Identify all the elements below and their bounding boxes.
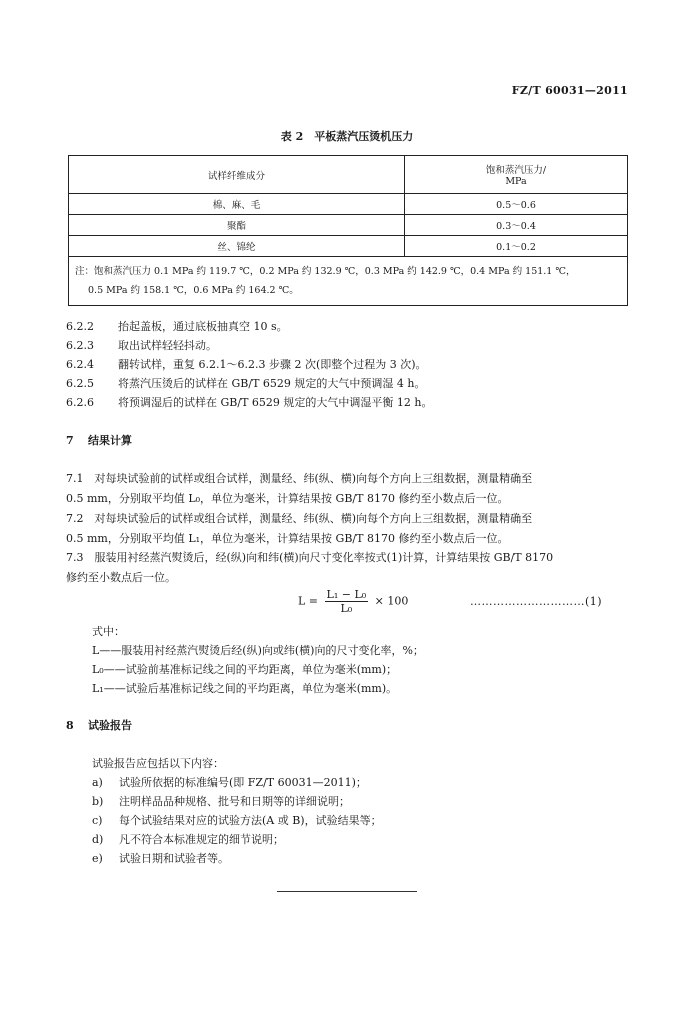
end-rule — [277, 891, 417, 892]
report-item — [92, 850, 229, 866]
table-row — [69, 194, 628, 215]
report-item — [92, 812, 382, 828]
report-item — [92, 793, 350, 809]
item-label: d) — [92, 833, 104, 846]
pressure-header-line1: 饱和蒸汽压力/ — [485, 165, 547, 176]
pressure-header-unit: MPa — [505, 176, 527, 187]
where-item: L——服装用衬经蒸汽熨烫后经(纵)向或纬(横)向的尺寸变化率，%； — [92, 644, 424, 657]
column-header-pressure — [405, 156, 628, 194]
section-8-heading — [66, 717, 132, 733]
item-text: 每个试验结果对应的试验方法(A 或 B)，试验结果等； — [119, 814, 382, 827]
section-title: 试验报告 — [88, 719, 132, 732]
paragraph-7-1-line2: 0.5 mm，分别取平均值 L₀，单位为毫米，计算结果按 GB/T 8170 修约至小数点后一位。 — [66, 492, 509, 505]
formula-fraction — [325, 588, 369, 615]
report-item — [92, 774, 367, 790]
formula-lhs: L = — [298, 594, 319, 608]
pressure-cell: 0.1～0.2 — [405, 236, 628, 257]
step-text: 将预调湿后的试样在 GB/T 6529 规定的大气中调湿平衡 12 h。 — [118, 396, 433, 409]
table-note — [69, 257, 628, 306]
fiber-cell: 丝、锦纶 — [69, 236, 405, 257]
step-number: 6.2.6 — [66, 396, 94, 409]
section-number: 7 — [66, 434, 74, 447]
where-item: L₁——试验后基准标记线之间的平均距离，单位为毫米(mm)。 — [92, 682, 398, 695]
item-text: 试验所依据的标准编号(即 FZ/T 60031—2011)； — [119, 776, 367, 789]
section-number: 8 — [66, 719, 74, 732]
step-text: 翻转试样，重复 6.2.1～6.2.3 步骤 2 次(即整个过程为 3 次)。 — [118, 358, 427, 371]
paragraph-7-2-line1: 7.2 对每块试验后的试样或组合试样，测量经、纬(纵、横)向每个方向上三组数据，测量精确至 — [66, 512, 533, 525]
step-6-2-3 — [66, 337, 217, 353]
table-caption: 表 2 平板蒸汽压烫机压力 — [280, 130, 414, 143]
item-label: b) — [92, 795, 104, 808]
item-text: 试验日期和试验者等。 — [119, 852, 229, 865]
step-number: 6.2.2 — [66, 320, 94, 333]
step-6-2-6 — [66, 394, 432, 410]
formula-numerator: L₁ − L₀ — [326, 588, 367, 601]
step-text: 取出试样轻轻抖动。 — [118, 339, 217, 352]
formula-label: …………………………(1) — [470, 595, 603, 608]
table-row — [69, 215, 628, 236]
formula — [298, 588, 408, 615]
table-note-line1: 注：饱和蒸汽压力 0.1 MPa 约 119.7 ℃，0.2 MPa 约 132.9 ℃，0.3 MPa 约 142.9 ℃，0.4 MPa 约 151.1 ℃， — [75, 266, 576, 277]
formula-denominator: L₀ — [340, 602, 353, 615]
report-item — [92, 831, 284, 847]
pressure-cell: 0.5～0.6 — [405, 194, 628, 215]
pressure-table — [68, 155, 628, 306]
where-item: L₀——试验前基准标记线之间的平均距离，单位为毫米(mm)； — [92, 663, 398, 676]
paragraph-7-3-line2: 修约至小数点后一位。 — [66, 571, 176, 584]
fiber-cell: 棉、麻、毛 — [69, 194, 405, 215]
pressure-cell: 0.3～0.4 — [405, 215, 628, 236]
table-note-line2: 0.5 MPa 约 158.1 ℃，0.6 MPa 约 164.2 ℃。 — [88, 285, 299, 296]
step-6-2-2 — [66, 318, 288, 334]
item-label: a) — [92, 776, 103, 789]
step-6-2-4 — [66, 356, 427, 372]
section-title: 结果计算 — [88, 434, 132, 447]
step-number: 6.2.5 — [66, 377, 94, 390]
item-label: e) — [92, 852, 103, 865]
step-text: 抬起盖板，通过底板抽真空 10 s。 — [118, 320, 288, 333]
table-row — [69, 236, 628, 257]
where-title: 式中： — [92, 625, 125, 638]
step-number: 6.2.4 — [66, 358, 94, 371]
item-text: 注明样品品种规格、批号和日期等的详细说明； — [119, 795, 350, 808]
paragraph-7-1-line1: 7.1 对每块试验前的试样或组合试样，测量经、纬(纵、横)向每个方向上三组数据，测量精确至 — [66, 472, 533, 485]
standard-number: FZ/T 60031—2011 — [511, 84, 628, 97]
column-header-fiber: 试样纤维成分 — [69, 156, 405, 194]
table-note-row — [69, 257, 628, 306]
item-label: c) — [92, 814, 103, 827]
paragraph-7-3-line1: 7.3 服装用衬经蒸汽熨烫后，经(纵)向和纬(横)向尺寸变化率按式(1)计算，计算结果按 GB/T 8170 — [66, 551, 554, 564]
fiber-cell: 聚酯 — [69, 215, 405, 236]
section-7-heading — [66, 432, 132, 448]
paragraph-7-2-line2: 0.5 mm，分别取平均值 L₁，单位为毫米，计算结果按 GB/T 8170 修约至小数点后一位。 — [66, 532, 509, 545]
step-6-2-5 — [66, 375, 425, 391]
report-intro: 试验报告应包括以下内容： — [92, 757, 224, 770]
item-text: 凡不符合本标准规定的细节说明； — [119, 833, 284, 846]
step-number: 6.2.3 — [66, 339, 94, 352]
table-header-row — [69, 156, 628, 194]
step-text: 将蒸汽压烫后的试样在 GB/T 6529 规定的大气中预调湿 4 h。 — [118, 377, 426, 390]
formula-rhs: × 100 — [374, 594, 409, 608]
